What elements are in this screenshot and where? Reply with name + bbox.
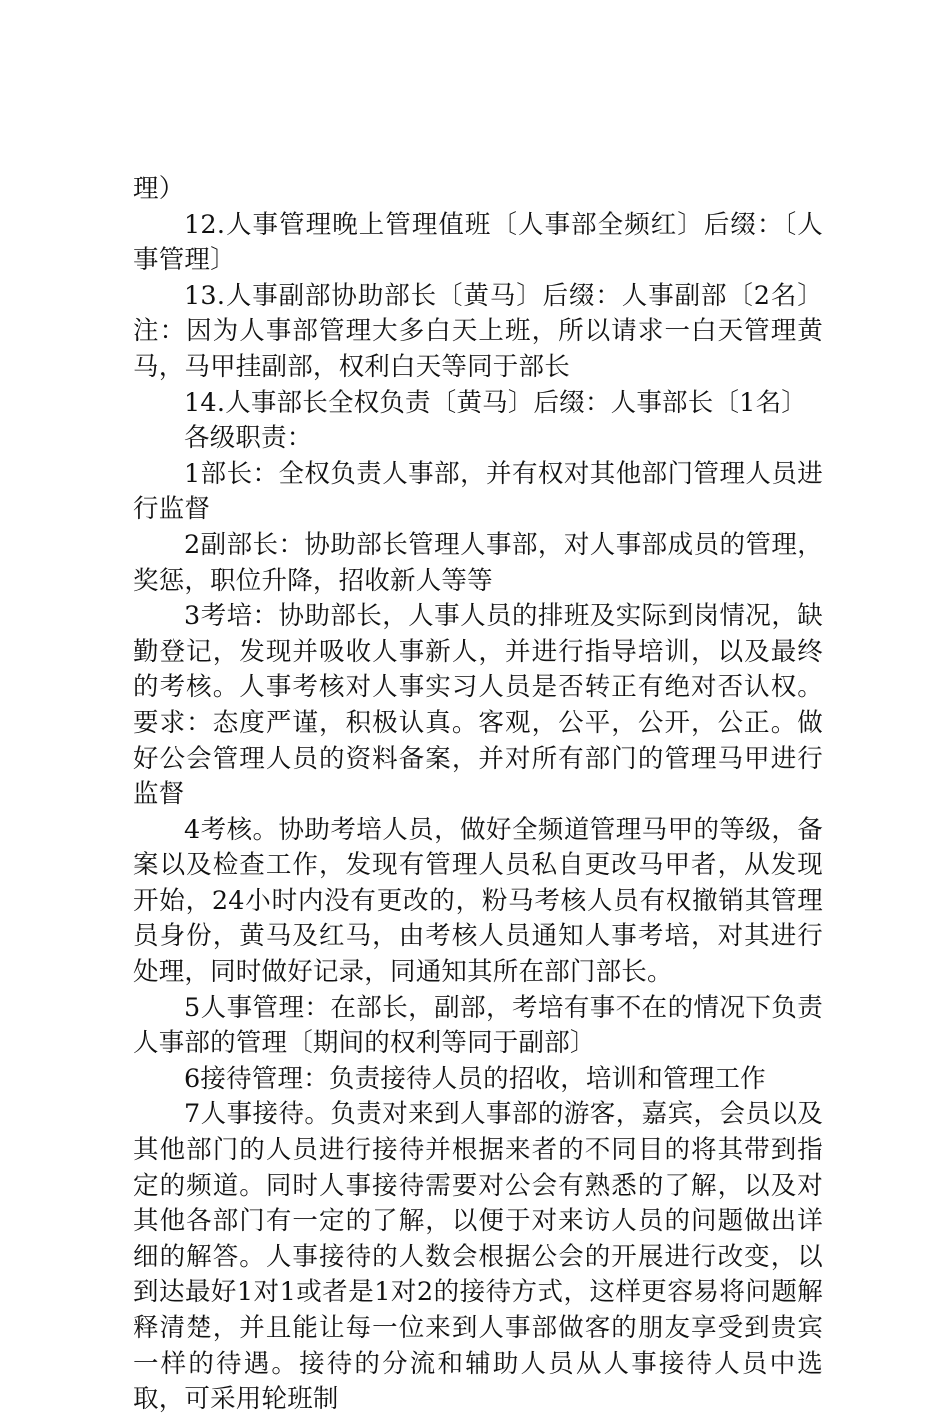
document-body [133,172,823,1418]
section-heading-duties: 各级职责： [184,423,313,454]
paragraph-duty-7: 7人事接待。负责对来到人事部的游客，嘉宾，会员以及其他部门的人员进行接待并根据来者的不同目的将其带到指定的频道。同时人事接待需要对公会有熟悉的了解，以及对其他各部门有一定的了解，以便于对来访人员的问题做出详细的解答。人事接待的人数会根据公会的开展进行改变，以到达最好1对1或者是1对2的接待方式，这样更容易将问题解释清楚，并且能让每一位来到人事部做客的朋友享受到贵宾一样的待遇。接待的分流和辅助人员从人事接待人员中选取，可采用轮班制 [133,1099,823,1415]
paragraph-item-14: 14.人事部长全权负责〔黄马〕后缀：人事部长〔1名〕 [184,387,807,418]
paragraph-duty-4: 4考核。协助考培人员，做好全频道管理马甲的等级，备案以及检查工作，发现有管理人员私自更改马甲者，从发现开始，24小时内没有更改的，粉马考核人员有权撤销其管理员身份，黄马及红马，由考核人员通知人事考培，对其进行处理，同时做好记录，同通知其所在部门部长。 [133,814,823,988]
paragraph-duty-2: 2副部长：协助部长管理人事部，对人事部成员的管理，奖惩，职位升降，招收新人等等 [133,529,823,596]
paragraph-duty-5: 5人事管理：在部长，副部，考培有事不在的情况下负责人事部的管理〔期间的权利等同于副部〕 [133,992,823,1059]
paragraph-duty-3: 3考培：协助部长，人事人员的排班及实际到岗情况，缺勤登记，发现并吸收人事新人，并进行指导培训，以及最终的考核。人事考核对人事实习人员是否转正有绝对否认权。要求：态度严谨，积极认真。客观，公平，公开，公正。做好公会管理人员的资料备案，并对所有部门的管理马甲进行监督 [133,601,823,810]
paragraph-item-12: 12.人事管理晚上管理值班〔人事部全频红〕后缀：〔人事管理〕 [133,209,823,276]
paragraph-duty-6: 6接待管理：负责接待人员的招收，培训和管理工作 [184,1063,766,1094]
paragraph-duty-1: 1部长：全权负责人事部，并有权对其他部门管理人员进行监督 [133,458,823,525]
paragraph-item-13: 13.人事副部协助部长〔黄马〕后缀：人事副部〔2名〕注：因为人事部管理大多白天上班，所以请求一白天管理黄马，马甲挂副部，权利白天等同于部长 [133,280,823,382]
paragraph-continuation: 理） [133,174,185,204]
